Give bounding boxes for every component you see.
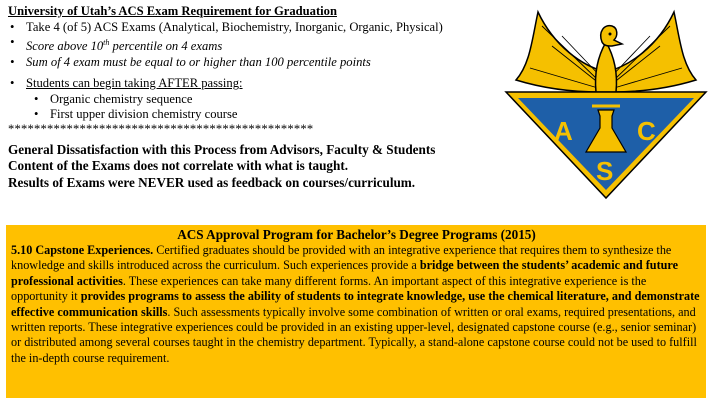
bullet-score-sup: th: [103, 38, 110, 47]
logo-letter-c: C: [637, 116, 656, 146]
logo-letter-a: A: [554, 116, 573, 146]
requirements-section: [8, 4, 508, 191]
bullet-sum: • Sum of 4 exam must be equal to or higher than 100 percentile points: [8, 55, 508, 71]
sub-bullet-upper-division: • First upper division chemistry course: [8, 107, 508, 123]
section-label: 5.10 Capstone Experiences.: [11, 243, 154, 257]
capstone-paragraph: [11, 243, 702, 366]
acs-approval-box: [6, 225, 706, 398]
eagle-icon: [516, 12, 696, 92]
paragraph-bold-1: bridge between the students’ academic and future professional activities: [11, 258, 679, 288]
paragraph-bold-2: provides programs to assess the ability of students to integrate knowledge, use the chemical literature, and demonstrate effective communication skills: [11, 289, 700, 319]
paragraph-text-2: . These experiences can take many different forms. An important aspect of this integrative experience is the opportunity it: [11, 273, 647, 304]
paragraph-text-1: Certified graduates should be provided with an integrative experience that requires them to synthesize the knowledge and skills introduced across the curriculum. Such experiences provide a: [11, 243, 672, 273]
page-title: University of Utah’s ACS Exam Requirement for Graduation: [8, 4, 337, 18]
logo-letter-s: S: [596, 156, 614, 186]
bullet-exams: • Take 4 (of 5) ACS Exams (Analytical, Biochemistry, Inorganic, Organic, Physical): [8, 20, 508, 36]
dissatisfaction-line: General Dissatisfaction with this Process from Advisors, Faculty & Students: [8, 141, 436, 157]
box-title: ACS Approval Program for Bachelor’s Degree Programs (2015): [177, 227, 536, 242]
paragraph-text-3: . Such assessments typically involve some combination of written or oral exams, required presentations, and written reports. These integrative experiences could be provided in an existing upper-level, designated capstone course (e.g., senior seminar) or distributed among several courses taught in the chemistry department. Typically, a stand-alone capstone course could not be used to fulfill the in-depth course requirement.: [11, 304, 697, 365]
content-line: Content of the Exams does not correlate with what is taught.: [8, 158, 349, 174]
bullet-score-post: percentile on 4 exams: [109, 39, 223, 54]
stars-divider: ***********************************************: [8, 122, 314, 136]
bullet-score: [8, 35, 508, 55]
bullet-score-pre: Score above 10: [26, 39, 104, 54]
sub-bullet-organic: • Organic chemistry sequence: [8, 92, 508, 108]
acs-logo: [502, 6, 710, 202]
results-line: Results of Exams were NEVER used as feedback on courses/curriculum.: [8, 174, 416, 190]
bullet-timing: • Students can begin taking AFTER passing:: [8, 76, 508, 92]
